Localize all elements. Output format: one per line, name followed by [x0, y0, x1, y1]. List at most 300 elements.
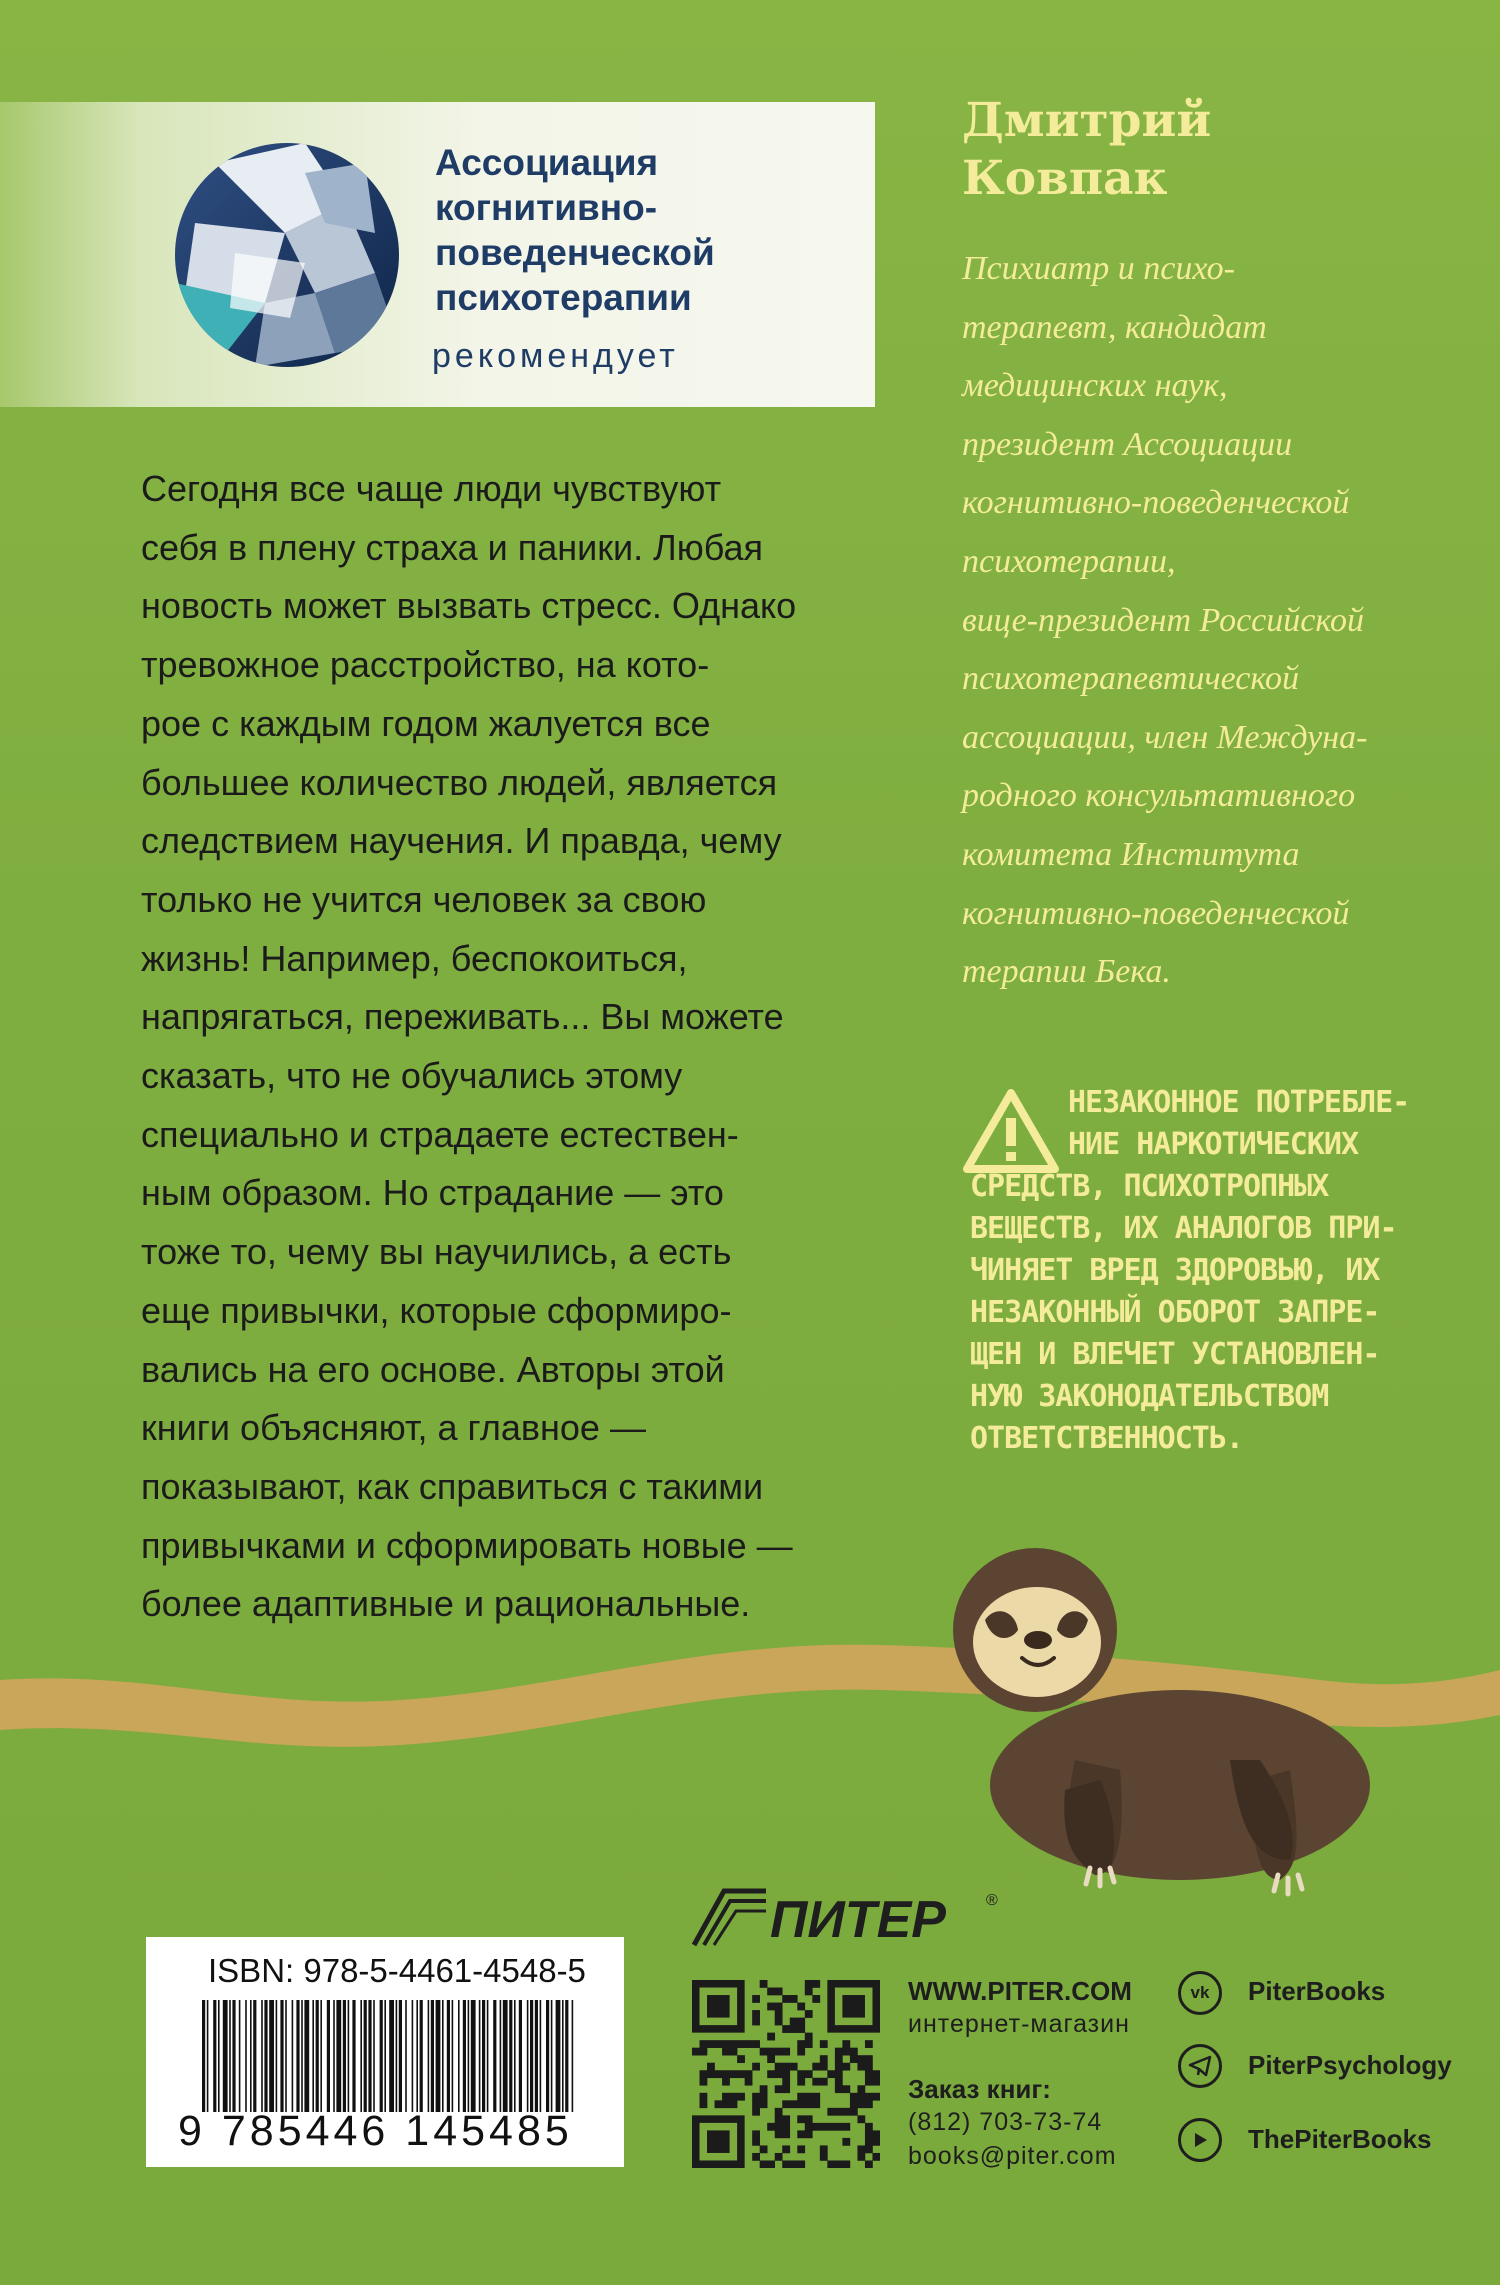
bio-line: психотерапии,: [962, 542, 1176, 580]
qr-module: [872, 2138, 880, 2146]
qr-module: [767, 2048, 775, 2056]
barcode-bar: [431, 2000, 434, 2112]
author-last-name: Ковпак: [962, 151, 1168, 206]
qr-module: [797, 2003, 805, 2011]
description-line: еще привычки, которые сформиро-: [141, 1289, 732, 1331]
barcode-bar: [416, 2000, 418, 2112]
barcode-bar: [530, 2000, 533, 2112]
description-line: Сегодня все чаще люди чувствуют: [141, 468, 722, 509]
bio-line: психотерапевтической: [962, 660, 1299, 698]
description-line: следствием научения. И правда, чему: [141, 820, 782, 862]
barcode-bar: [452, 2000, 454, 2112]
qr-module: [782, 2100, 790, 2108]
qr-module: [820, 2063, 828, 2071]
qr-module: [767, 2033, 775, 2041]
qr-module: [752, 2130, 760, 2138]
barcode-bar: [487, 2000, 489, 2112]
description-line: тоже то, чему вы научились, а есть: [141, 1231, 732, 1273]
qr-module: [767, 2003, 775, 2011]
barcode-bar: [503, 2000, 508, 2112]
barcode-bar: [352, 2000, 355, 2112]
qr-module: [700, 2100, 708, 2108]
qr-module: [812, 1980, 820, 1988]
qr-module: [842, 2160, 850, 2168]
barcode-bar: [436, 2000, 441, 2112]
qr-module: [752, 2153, 760, 2161]
qr-module: [700, 2078, 708, 2086]
qr-module: [775, 2153, 783, 2161]
qr-module: [835, 2078, 843, 2086]
qr-module: [775, 2070, 783, 2078]
qr-module: [707, 2063, 715, 2071]
qr-module: [700, 2040, 708, 2048]
qr-module: [805, 2093, 813, 2101]
barcode-bar: [280, 2000, 283, 2112]
author-first-name: Дмитрий: [962, 93, 1212, 148]
barcode-bar: [556, 2000, 561, 2112]
description-line: себя в плену страха и паники. Любая: [141, 526, 764, 568]
qr-module: [737, 2055, 745, 2063]
qr-module: [722, 2093, 730, 2101]
barcode-bar: [229, 2000, 231, 2112]
qr-module: [752, 1995, 760, 2003]
orders-phone: (812) 703-73-74: [908, 2108, 1103, 2136]
qr-module: [790, 2063, 798, 2071]
barcode-bar: [428, 2000, 430, 2112]
qr-module: [722, 2100, 730, 2108]
barcode-bar: [316, 2000, 319, 2112]
qr-module: [745, 2078, 753, 2086]
qr-module: [872, 2070, 880, 2078]
qr-module: [812, 1995, 820, 2003]
qr-module: [842, 2085, 850, 2093]
qr-module: [805, 2070, 813, 2078]
qr-module: [820, 2055, 828, 2063]
barcode-bar: [399, 2000, 402, 2112]
qr-module: [752, 2040, 760, 2048]
qr-module: [835, 2160, 843, 2168]
qr-module: [797, 2040, 805, 2048]
qr-module: [850, 2093, 858, 2101]
qr-module: [805, 2100, 813, 2108]
barcode-bar: [540, 2000, 542, 2112]
qr-module: [760, 2048, 768, 2056]
qr-module: [790, 1995, 798, 2003]
description-line: привычками и сформировать новые —: [141, 1524, 793, 1566]
barcode-bar: [442, 2000, 444, 2112]
registered-mark: ®: [986, 1892, 998, 1909]
qr-module: [730, 2093, 738, 2101]
barcode-bar: [405, 2000, 407, 2112]
qr-module: [760, 2145, 768, 2153]
qr-module: [797, 2130, 805, 2138]
barcode-bar: [509, 2000, 512, 2112]
qr-module: [767, 2070, 775, 2078]
qr-module: [722, 2040, 730, 2048]
barcode-bar: [285, 2000, 287, 2112]
warning-line: НУЮ ЗАКОНОДАТЕЛЬСТВОМ: [970, 1379, 1329, 1414]
qr-module: [775, 2063, 783, 2071]
qr-module: [737, 2093, 745, 2101]
bio-line: терапии Бека.: [962, 953, 1171, 991]
qr-module: [790, 2018, 798, 2026]
qr-module: [812, 2123, 820, 2131]
bio-line: комитета Института: [962, 835, 1300, 873]
qr-module: [842, 2123, 850, 2131]
telegram-icon[interactable]: [1178, 2044, 1222, 2088]
qr-module: [782, 2160, 790, 2168]
qr-module: [782, 2048, 790, 2056]
qr-module: [797, 2160, 805, 2168]
barcode-bar: [420, 2000, 423, 2112]
association-name-line: когнитивно-: [435, 187, 658, 228]
barcode-bar: [396, 2000, 398, 2112]
barcode-bar: [304, 2000, 309, 2112]
author-bio: [962, 240, 1442, 1002]
barcode-bar: [514, 2000, 516, 2112]
qr-module: [827, 2108, 835, 2116]
qr-module: [700, 2070, 708, 2078]
qr-module: [730, 2070, 738, 2078]
qr-finder: [707, 2130, 730, 2153]
barcode-bar: [368, 2000, 371, 2112]
description-line: ным образом. Но страдание — это: [141, 1172, 724, 1214]
qr-module: [812, 2063, 820, 2071]
qr-module: [752, 2138, 760, 2146]
barcode-bar: [245, 2000, 247, 2112]
warning-line: ЩЕН И ВЛЕЧЕТ УСТАНОВЛЕН-: [970, 1337, 1380, 1372]
qr-module: [835, 2085, 843, 2093]
qr-module: [857, 2063, 865, 2071]
qr-module: [835, 2048, 843, 2056]
barcode-bar: [223, 2000, 228, 2112]
bio-line: родного консультативного: [962, 777, 1356, 815]
barcode-bar: [535, 2000, 538, 2112]
qr-module: [865, 2145, 873, 2153]
bio-line: президент Ассоциации: [962, 425, 1293, 463]
qr-module: [730, 2040, 738, 2048]
qr-module: [797, 2048, 805, 2056]
barcode-bar: [343, 2000, 346, 2112]
qr-module: [782, 2063, 790, 2071]
bio-line: ассоциации, член Междуна-: [962, 718, 1368, 756]
qr-module: [842, 2048, 850, 2056]
qr-module: [730, 2100, 738, 2108]
website-link[interactable]: WWW.PITER.COM: [908, 1976, 1132, 2006]
qr-code-icon: [692, 1980, 880, 2168]
qr-module: [790, 2160, 798, 2168]
qr-module: [865, 2063, 873, 2071]
qr-module: [865, 2093, 873, 2101]
association-logo-icon: [175, 143, 399, 367]
qr-module: [760, 2100, 768, 2108]
description-line: жизнь! Например, беспокоиться,: [141, 937, 688, 979]
qr-module: [872, 2153, 880, 2161]
qr-module: [835, 2108, 843, 2116]
association-name-line: поведенческой: [435, 232, 715, 273]
qr-module: [775, 2115, 783, 2123]
warning-line: ЧИНЯЕТ ВРЕД ЗДОРОВЬЮ, ИХ: [970, 1253, 1380, 1288]
qr-module: [857, 2093, 865, 2101]
qr-module: [805, 1988, 813, 1996]
qr-module: [775, 2018, 783, 2026]
description-line: только не учится человек за свою: [141, 878, 707, 920]
qr-module: [752, 2018, 760, 2026]
qr-module: [797, 2078, 805, 2086]
qr-module: [857, 2085, 865, 2093]
qr-module: [775, 2108, 783, 2116]
qr-module: [842, 2040, 850, 2048]
publisher-name: ПИТЕР: [770, 1891, 946, 1949]
association-name-line: Ассоциация: [435, 142, 659, 183]
qr-module: [775, 2010, 783, 2018]
qr-module: [760, 1980, 768, 1988]
barcode-bar: [250, 2000, 252, 2112]
sloth-on-branch-illustration: [0, 1530, 1500, 1930]
barcode-bar: [202, 2000, 205, 2112]
author-name: [962, 92, 1382, 208]
qr-module: [767, 2123, 775, 2131]
sloth-nose: [1024, 1631, 1052, 1649]
social-link-telegram[interactable]: PiterPsychology: [1248, 2050, 1452, 2080]
qr-module: [692, 2048, 700, 2056]
bio-line: когнитивно-поведенческой: [962, 894, 1350, 932]
piter-logo-icon: [686, 1883, 1006, 1953]
qr-module: [797, 2100, 805, 2108]
qr-module: [865, 2160, 873, 2168]
barcode-bar: [373, 2000, 375, 2112]
qr-module: [752, 2100, 760, 2108]
description-line: специально и страдаете естествен-: [141, 1113, 739, 1155]
qr-module: [820, 2078, 828, 2086]
description-line: рое с каждым годом жалуется все: [141, 702, 711, 744]
barcode-bar: [213, 2000, 216, 2112]
qr-module: [820, 2153, 828, 2161]
qr-module: [797, 2025, 805, 2033]
qr-module: [857, 2145, 865, 2153]
barcode-bar: [551, 2000, 553, 2112]
qr-module: [797, 2115, 805, 2123]
warning-line: СРЕДСТВ, ПСИХОТРОПНЫХ: [970, 1169, 1329, 1204]
barcode-bar: [463, 2000, 466, 2112]
barcode-bar: [239, 2000, 241, 2112]
qr-module: [827, 2160, 835, 2168]
vk-icon[interactable]: vk: [1178, 1971, 1222, 2015]
barcode-icon: [198, 2000, 578, 2112]
barcode-bar: [232, 2000, 235, 2112]
barcode-bar: [218, 2000, 220, 2112]
qr-module: [797, 2093, 805, 2101]
social-link-youtube[interactable]: ThePiterBooks: [1248, 2124, 1432, 2154]
qr-module: [715, 2070, 723, 2078]
qr-module: [760, 2085, 768, 2093]
barcode-bar: [572, 2000, 574, 2112]
barcode-bar: [207, 2000, 209, 2112]
barcode-bar: [380, 2000, 383, 2112]
qr-module: [850, 2055, 858, 2063]
qr-module: [865, 2130, 873, 2138]
qr-module: [850, 2100, 858, 2108]
qr-module: [775, 2003, 783, 2011]
qr-module: [820, 2123, 828, 2131]
barcode-bar: [493, 2000, 496, 2112]
qr-module: [775, 2048, 783, 2056]
barcode-bar: [471, 2000, 476, 2112]
description-line: вались на его основе. Авторы этой: [141, 1348, 725, 1390]
barcode-bar: [389, 2000, 394, 2112]
qr-module: [872, 2093, 880, 2101]
qr-module: [820, 2145, 828, 2153]
qr-module: [857, 2153, 865, 2161]
barcode-bar: [269, 2000, 274, 2112]
qr-module: [850, 2048, 858, 2056]
warning-line: ВЕЩЕСТВ, ИХ АНАЛОГОВ ПРИ-: [970, 1211, 1397, 1246]
qr-module: [767, 1988, 775, 1996]
qr-module: [745, 2070, 753, 2078]
qr-module: [745, 2040, 753, 2048]
barcode-bar: [333, 2000, 335, 2112]
qr-module: [865, 2138, 873, 2146]
sloth-body: [990, 1690, 1370, 1880]
qr-module: [782, 2123, 790, 2131]
qr-module: [775, 1988, 783, 1996]
qr-module: [872, 2130, 880, 2138]
barcode-bar: [527, 2000, 529, 2112]
qr-module: [850, 2108, 858, 2116]
barcode-bar: [253, 2000, 256, 2112]
barcode-bar: [276, 2000, 278, 2112]
warning-line: НЕЗАКОННОЕ ПОТРЕБЛЕ-: [1068, 1085, 1410, 1120]
qr-module: [835, 2070, 843, 2078]
barcode-bar: [479, 2000, 481, 2112]
barcode-bar: [384, 2000, 386, 2112]
barcode-bar: [360, 2000, 362, 2112]
qr-module: [857, 2100, 865, 2108]
qr-module: [827, 2070, 835, 2078]
orders-email[interactable]: books@piter.com: [908, 2142, 1117, 2170]
qr-module: [805, 2123, 813, 2131]
description-line: более адаптивные и рациональные.: [141, 1583, 751, 1625]
qr-module: [715, 2100, 723, 2108]
barcode-bar: [468, 2000, 470, 2112]
qr-module: [865, 2040, 873, 2048]
description-line: показывают, как справиться с такими: [141, 1465, 764, 1507]
description-line: книги объясняют, а главное —: [141, 1407, 646, 1449]
qr-module: [812, 2100, 820, 2108]
qr-module: [730, 2048, 738, 2056]
description-line: тревожное расстройство, на кото-: [141, 644, 710, 686]
warning-line: НИЕ НАРКОТИЧЕСКИХ: [1068, 1127, 1359, 1162]
qr-module: [722, 2070, 730, 2078]
book-description: [141, 460, 901, 1634]
qr-module: [775, 2130, 783, 2138]
barcode-bar: [264, 2000, 267, 2112]
qr-module: [775, 2123, 783, 2131]
qr-module: [737, 2070, 745, 2078]
qr-module: [767, 2055, 775, 2063]
barcode-bar: [519, 2000, 522, 2112]
qr-module: [752, 2063, 760, 2071]
barcode-digits: 9 785446 145485: [178, 2107, 573, 2155]
bio-line: Психиатр и психо-: [962, 250, 1235, 287]
legal-warning: [970, 1082, 1450, 1460]
description-line: напрягаться, переживать... Вы можете: [141, 996, 784, 1038]
description-line: новость может вызвать стресс. Однако: [141, 585, 797, 627]
qr-module: [700, 2093, 708, 2101]
qr-module: [835, 2055, 843, 2063]
association-name: [435, 140, 855, 320]
qr-module: [752, 2093, 760, 2101]
qr-module: [865, 2100, 873, 2108]
recommends-label: рекомендует: [432, 337, 679, 375]
qr-module: [797, 2018, 805, 2026]
qr-finder: [707, 1995, 730, 2018]
qr-module: [715, 2040, 723, 2048]
qr-module: [707, 2040, 715, 2048]
qr-module: [722, 2078, 730, 2086]
qr-module: [842, 2063, 850, 2071]
qr-module: [782, 2070, 790, 2078]
barcode-bar: [546, 2000, 549, 2112]
qr-module: [812, 2093, 820, 2101]
qr-module: [835, 2063, 843, 2071]
qr-module: [752, 2010, 760, 2018]
orders-label: Заказ книг:: [908, 2074, 1051, 2104]
barcode-bar: [336, 2000, 341, 2112]
qr-module: [760, 2160, 768, 2168]
qr-module: [865, 2078, 873, 2086]
qr-module: [790, 2100, 798, 2108]
warning-line: ОТВЕТСТВЕННОСТЬ.: [970, 1421, 1243, 1456]
qr-module: [782, 1995, 790, 2003]
qr-module: [865, 2123, 873, 2131]
qr-module: [782, 2130, 790, 2138]
description-line: сказать, что не обучались этому: [141, 1055, 683, 1097]
qr-module: [797, 2070, 805, 2078]
qr-module: [857, 2115, 865, 2123]
qr-module: [767, 2160, 775, 2168]
qr-module: [782, 2145, 790, 2153]
association-name-line: психотерапии: [435, 277, 692, 318]
barcode-bar: [320, 2000, 322, 2112]
bio-line: вице-президент Российской: [962, 601, 1364, 639]
barcode-bar: [364, 2000, 367, 2112]
qr-module: [737, 2040, 745, 2048]
youtube-icon[interactable]: [1178, 2118, 1222, 2162]
description-line: большее количество людей, является: [141, 761, 778, 803]
qr-module: [805, 1980, 813, 1988]
qr-module: [797, 2145, 805, 2153]
qr-module: [865, 2055, 873, 2063]
qr-module: [820, 2040, 828, 2048]
qr-module: [812, 2078, 820, 2086]
qr-module: [865, 2070, 873, 2078]
social-link-vk[interactable]: PiterBooks: [1248, 1976, 1386, 2006]
qr-module: [782, 2025, 790, 2033]
qr-module: [752, 2108, 760, 2116]
qr-module: [782, 2085, 790, 2093]
qr-module: [782, 2078, 790, 2086]
website-note: интернет-магазин: [908, 2010, 1130, 2038]
qr-module: [805, 2010, 813, 2018]
barcode-bar: [292, 2000, 294, 2112]
barcode-bar: [296, 2000, 299, 2112]
qr-module: [722, 2048, 730, 2056]
bio-line: терапевт, кандидат: [962, 308, 1267, 346]
barcode-bar: [412, 2000, 414, 2112]
qr-module: [805, 2130, 813, 2138]
barcode-bar: [482, 2000, 485, 2112]
